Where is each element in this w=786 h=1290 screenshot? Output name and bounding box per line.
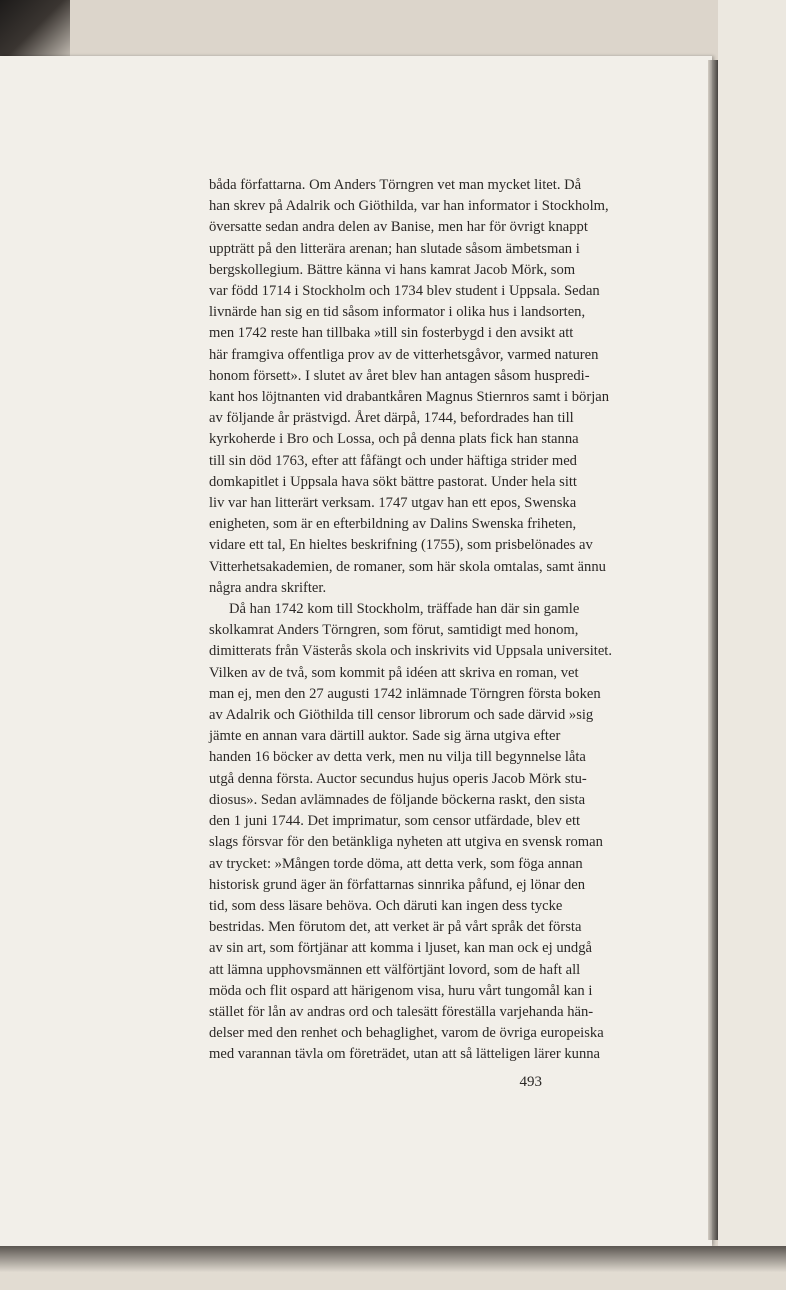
text-line: vidare ett tal, En hieltes beskrifning (1755), som prisbelönades av — [209, 537, 593, 554]
text-line: av följande år prästvigd. Året därpå, 1744, befordrades han till — [209, 410, 574, 427]
body-text — [209, 175, 613, 1066]
text-line: diosus». Sedan avlämnades de följande böckerna raskt, den sista — [209, 791, 586, 808]
text-line: historisk grund äger än författarnas sinnrika påfund, ej lönar den — [209, 876, 586, 893]
text-line: att lämna upphovsmännen ett välförtjänt lovord, som de haft all — [209, 961, 581, 978]
text-line: den 1 juni 1744. Det imprimatur, som censor utfärdade, blev ett — [209, 813, 581, 830]
text-line: Vitterhetsakademien, de romaner, som här skola omtalas, samt ännu — [209, 558, 606, 575]
text-line: bestridas. Men förutom det, att verket är på vårt språk det första — [209, 919, 582, 936]
text-line: bergskollegium. Bättre känna vi hans kamrat Jacob Mörk, som — [209, 261, 576, 278]
text-line: kyrkoherde i Bro och Lossa, och på denna plats fick han stanna — [209, 431, 579, 448]
text-line: Vilken av de två, som kommit på idéen att skriva en roman, vet — [209, 664, 579, 681]
text-line: var född 1714 i Stockholm och 1734 blev student i Uppsala. Sedan — [209, 283, 600, 300]
text-line: skolkamrat Anders Törngren, som förut, samtidigt med honom, — [209, 622, 579, 639]
text-line: handen 16 böcker av detta verk, men nu vilja till begynnelse låta — [209, 749, 586, 766]
text-line: honom försett». I slutet av året blev han antagen såsom huspredi- — [209, 367, 590, 384]
text-line: några andra skrifter. — [209, 579, 327, 596]
scan-background-right — [718, 0, 786, 1290]
text-line: uppträtt på den litterära arenan; han slutade såsom ämbetsman i — [209, 240, 580, 257]
text-line: här framgiva offentliga prov av de vitterhetsgåvor, varmed naturen — [209, 346, 599, 363]
text-line: delser med den renhet och behaglighet, varom de övriga europeiska — [209, 1025, 604, 1042]
text-line: med varannan tävla om företrädet, utan att så lätteligen lärer kunna — [209, 1046, 601, 1063]
text-line: domkapitlet i Uppsala hava sökt bättre pastorat. Under hela sitt — [209, 473, 577, 490]
text-line: stället för lån av andras ord och talesätt föreställa varjehanda hän- — [209, 1003, 594, 1020]
text-line: av Adalrik och Giöthilda till censor librorum och sade därvid »sig — [209, 707, 594, 724]
text-line: dimitterats från Västerås skola och inskrivits vid Uppsala universitet. — [209, 643, 613, 660]
text-line: möda och flit ospard att härigenom visa, huru vårt tungomål kan i — [209, 982, 593, 999]
page-number: 493 — [519, 1074, 542, 1090]
text-line: av sin art, som förtjänar att komma i ljuset, kan man ock ej undgå — [209, 940, 592, 957]
text-line: av trycket: »Mången torde döma, att detta verk, som föga annan — [209, 855, 583, 872]
text-line: kant hos löjtnanten vid drabantkåren Magnus Stiernros samt i början — [209, 389, 610, 406]
page-edge-shadow — [708, 60, 718, 1240]
text-line: han skrev på Adalrik och Giöthilda, var han informator i Stockholm, — [209, 198, 609, 215]
text-line: enigheten, som är en efterbildning av Dalins Swenska friheten, — [209, 516, 577, 533]
text-line: Då han 1742 kom till Stockholm, träffade han där sin gamle — [229, 601, 580, 618]
text-line: slags försvar för den betänkliga nyheten att utgiva en svensk roman — [209, 834, 603, 851]
text-line: till sin död 1763, efter att fåfängt och under häftiga strider med — [209, 452, 577, 469]
text-line: men 1742 reste han tillbaka »till sin fosterbygd i den avsikt att — [209, 325, 574, 342]
text-line: översatte sedan andra delen av Banise, men har för övrigt knappt — [209, 219, 588, 236]
text-line: båda författarna. Om Anders Törngren vet man mycket litet. Då — [209, 177, 582, 193]
scan-background-bottom — [0, 1246, 786, 1290]
text-line: man ej, men den 27 augusti 1742 inlämnade Törngren första boken — [209, 685, 601, 702]
text-line: jämte en annan vara därtill auktor. Sade sig ärna utgiva efter — [209, 728, 561, 745]
text-line: liv var han litterärt verksam. 1747 utgav han ett epos, Swenska — [209, 495, 577, 512]
text-line: utgå denna första. Auctor secundus hujus operis Jacob Mörk stu- — [209, 770, 587, 787]
text-line: tid, som dess läsare behöva. Och däruti kan ingen dess tycke — [209, 897, 563, 914]
text-line: livnärde han sig en tid såsom informator i olika hus i landsorten, — [209, 304, 586, 321]
